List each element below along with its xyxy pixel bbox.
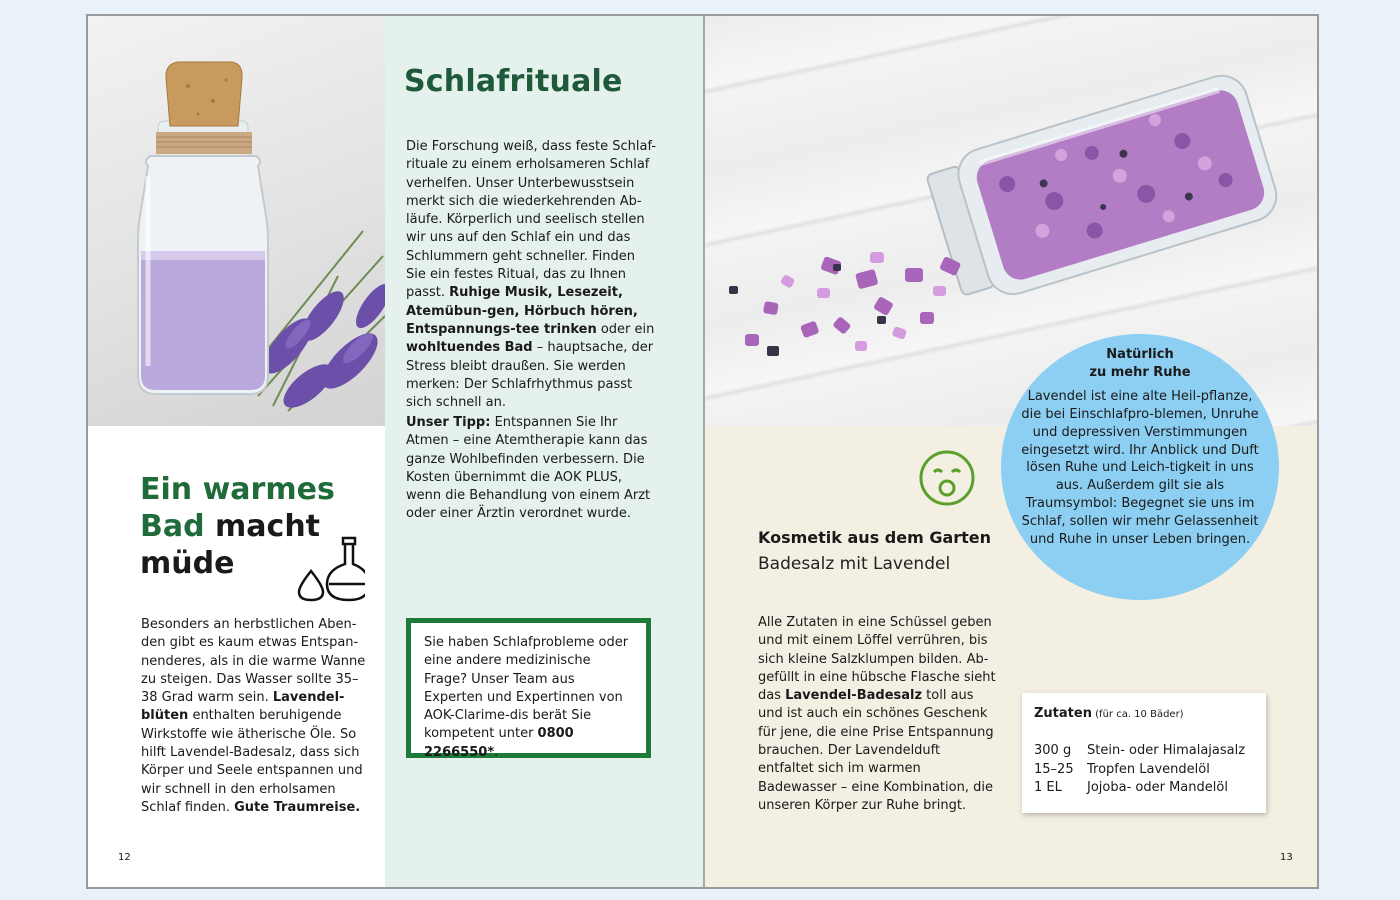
schlaf-bold2: wohltuendes Bad: [406, 340, 533, 356]
headline-line1: Ein warmes: [140, 472, 335, 507]
body-text-warm-bath: [141, 616, 366, 817]
lavender-oil-illustration: [88, 16, 385, 426]
body-right-bold1: Lavendel-Badesalz: [785, 688, 923, 704]
info-bubble-lavendel: [1001, 334, 1279, 600]
headline-macht: macht: [204, 509, 321, 544]
section-title-kosmetik: Kosmetik aus dem Garten: [758, 528, 992, 547]
contact-infobox: [406, 618, 651, 758]
body-text-schlafrituale: [406, 138, 658, 412]
left-page: [88, 16, 704, 887]
infobox-phone[interactable]: 0800 2266550*: [424, 726, 574, 760]
ingredient-quantity: 15–25: [1034, 761, 1074, 777]
schlaf-p1: Die Forschung weiß, dass feste Schlaf-rituale zu einem erholsameren Schlaf verhelfen. Unser Unterbewusstsein merkt sich die wiederkehrenden Ab-läufe. Körperlich und seelisch stellen wir uns auf den Schlaf ein und das Schlummern geht schneller. Finden Sie ein festes Ritual, das zu Ihnen passt.: [406, 139, 657, 301]
schlaf-p2: oder ein: [596, 321, 655, 337]
body-left-p1: Besonders an herbstlichen Aben-den gibt es kaum etwas Entspan-nenderes, als in die warme Wanne zu steigen. Das Wasser sollte 35–38 Grad warm sein.: [141, 617, 366, 706]
body-right-p2: toll aus und ist auch ein schönes Geschenk für jene, die eine Prise Entspannung brauchen. Der Lavendelduft entfaltet sich im warmen Badewasser – eine Kombination, die unseren Körper zur Ruhe bringt.: [758, 688, 994, 813]
oil-drop-icon: [293, 536, 365, 606]
magazine-spread: [86, 14, 1319, 889]
body-left-p2: enthalten beruhigende Wirkstoffe wie ätherische Öle. So hilft Lavendel-Badesalz, dass sich Körper und Seele entspannen und wir schnell in den erholsamen Schlaf finden.: [141, 708, 363, 815]
infobox-text: Sie haben Schlafprobleme oder eine andere medizinische Frage? Unser Team aus Experten und Expertinnen von AOK-Clarime-dis berät Sie kompetent unter: [424, 635, 629, 742]
sleepy-face-icon: [917, 448, 977, 512]
section-subtitle-badesalz: Badesalz mit Lavendel: [758, 554, 951, 574]
ingredients-title: Zutaten: [1034, 706, 1092, 721]
ingredient-quantity: 300 g: [1034, 743, 1072, 759]
ingredient-item: Jojoba- oder Mandelöl: [1087, 779, 1228, 795]
headline-bad: Bad: [140, 509, 205, 544]
ingredient-row: [1034, 742, 1254, 760]
body-left-bold2: Gute Traumreise.: [234, 799, 361, 815]
body-left-bold1: Lavendel-blüten: [141, 690, 345, 724]
right-page: [705, 16, 1319, 887]
ingredient-item: Stein- oder Himalajasalz: [1087, 743, 1246, 759]
title-schlafrituale: Schlafrituale: [404, 64, 623, 99]
schlaf-bold1: Ruhige Musik, Lesezeit, Atemübun-gen, Hörbuch hören, Entspannungs-tee trinken: [406, 285, 638, 337]
tip-label: Unser Tipp:: [406, 415, 491, 430]
schlaf-p3: – hauptsache, der Stress bleibt draußen. Sie werden merken: Der Schlafrhythmus passt sich schnell an.: [406, 340, 654, 411]
page-number-left: 12: [118, 852, 131, 863]
lavender-oil-photo: [88, 16, 385, 426]
ingredients-card: [1022, 693, 1266, 813]
tip-text: Entspannen Sie Ihr Atmen – eine Atemtherapie kann das ganze Wohlbefinden verbessern. Die Kosten übernimmt die AOK PLUS, wenn die Behandlung von einem Arzt oder einer Ärztin verordnet wurde.: [406, 415, 651, 522]
bubble-text: Lavendel ist eine alte Heil-pflanze, die bei Einschlafpro-blemen, Unruhe und depressiven Verstimmungen eingesetzt wird. Ihr Anblick und Duft lösen Ruhe und Leich-tigkeit in uns aus. Außerdem gilt sie als Traumsymbol: Begegnet sie uns im Schlaf, sollen wir mehr Gelassenheit und Ruhe in unser Leben bringen.: [1021, 388, 1259, 548]
body-right-p1: Alle Zutaten in eine Schüssel geben und mit einem Löffel verrühren, bis sich kleine Salzklumpen bilden. Ab-gefüllt in eine hübsche Flasche sieht das: [758, 615, 996, 704]
bubble-heading-1: Natürlich: [1106, 347, 1174, 362]
ingredients-subtitle: (für ca. 10 Bäder): [1091, 709, 1184, 720]
headline-muede: müde: [140, 546, 235, 581]
page-number-right: 13: [1280, 852, 1293, 863]
ingredient-quantity: 1 EL: [1034, 779, 1062, 795]
body-text-badesalz: [758, 614, 998, 815]
ingredient-item: Tropfen Lavendelöl: [1087, 761, 1210, 777]
tip-paragraph: [406, 414, 658, 524]
ingredient-row: [1034, 761, 1254, 779]
ingredient-row: [1034, 779, 1254, 797]
infobox-end: .: [494, 744, 499, 760]
bubble-heading-2: zu mehr Ruhe: [1089, 364, 1191, 380]
